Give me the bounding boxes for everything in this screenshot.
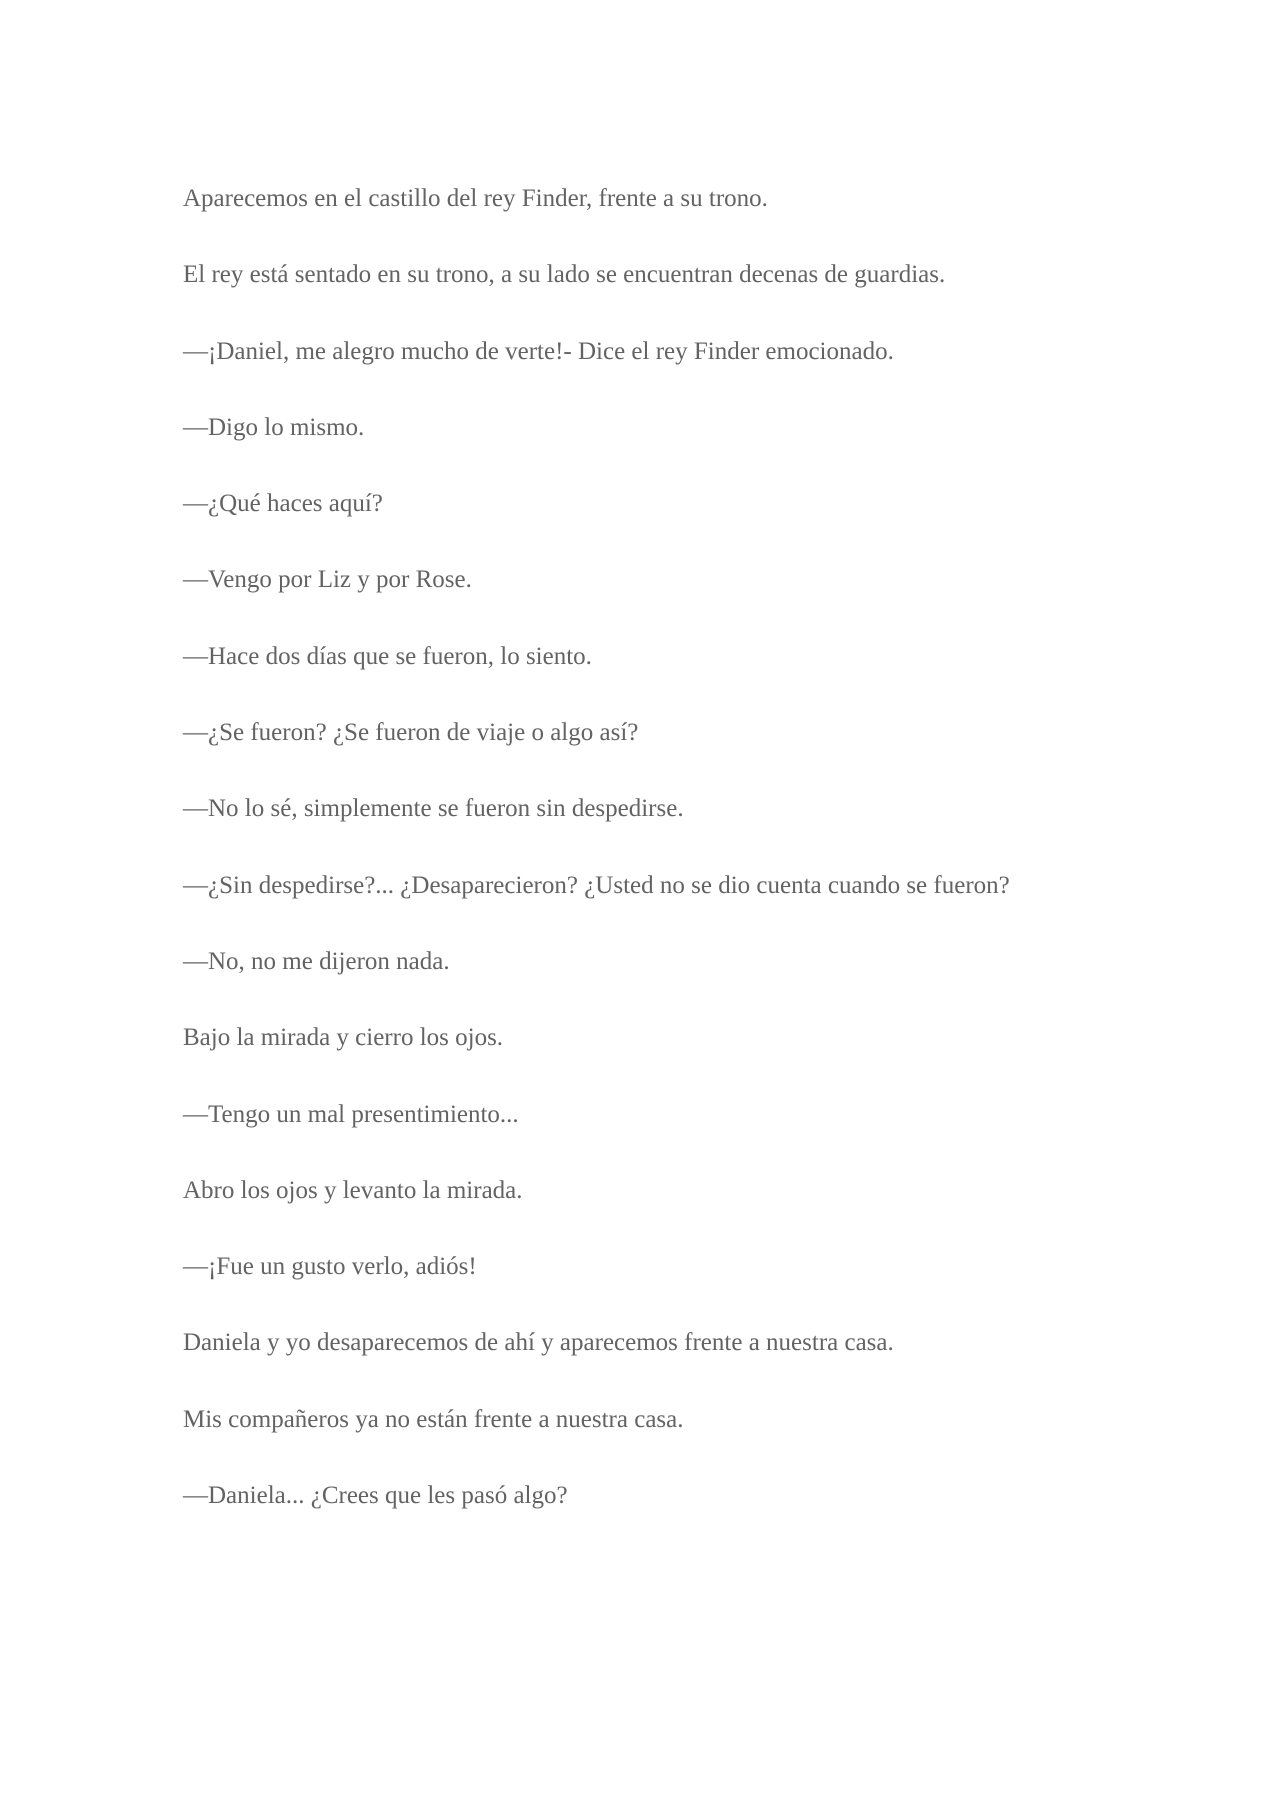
paragraph: —Digo lo mismo. <box>183 413 365 441</box>
paragraph: Bajo la mirada y cierro los ojos. <box>183 1024 504 1052</box>
paragraph: Daniela y yo desaparecemos de ahí y aparecemos frente a nuestra casa. <box>183 1329 894 1357</box>
paragraph: —Daniela... ¿Crees que les pasó algo? <box>183 1482 568 1510</box>
paragraph: —No, no me dijeron nada. <box>183 947 450 975</box>
paragraph: —Tengo un mal presentimiento... <box>183 1100 519 1128</box>
paragraph: El rey está sentado en su trono, a su lado se encuentran decenas de guardias. <box>183 261 946 289</box>
paragraph: —¿Se fueron? ¿Se fueron de viaje o algo así? <box>183 719 639 747</box>
paragraph: —¡Fue un gusto verlo, adiós! <box>183 1253 477 1281</box>
paragraph: Mis compañeros ya no están frente a nuestra casa. <box>183 1405 684 1433</box>
paragraph: —¿Qué haces aquí? <box>183 490 383 518</box>
paragraph: —¿Sin despedirse?... ¿Desaparecieron? ¿Usted no se dio cuenta cuando se fueron? <box>183 871 1010 899</box>
paragraph: —Hace dos días que se fueron, lo siento. <box>183 642 592 670</box>
paragraph: —Vengo por Liz y por Rose. <box>183 566 472 594</box>
paragraph: Aparecemos en el castillo del rey Finder, frente a su trono. <box>183 185 768 212</box>
paragraph: —¡Daniel, me alegro mucho de verte!- Dice el rey Finder emocionado. <box>183 337 894 365</box>
paragraph: Abro los ojos y levanto la mirada. <box>183 1176 523 1204</box>
text-body <box>183 181 1143 1554</box>
paragraph: —No lo sé, simplemente se fueron sin despedirse. <box>183 795 684 823</box>
